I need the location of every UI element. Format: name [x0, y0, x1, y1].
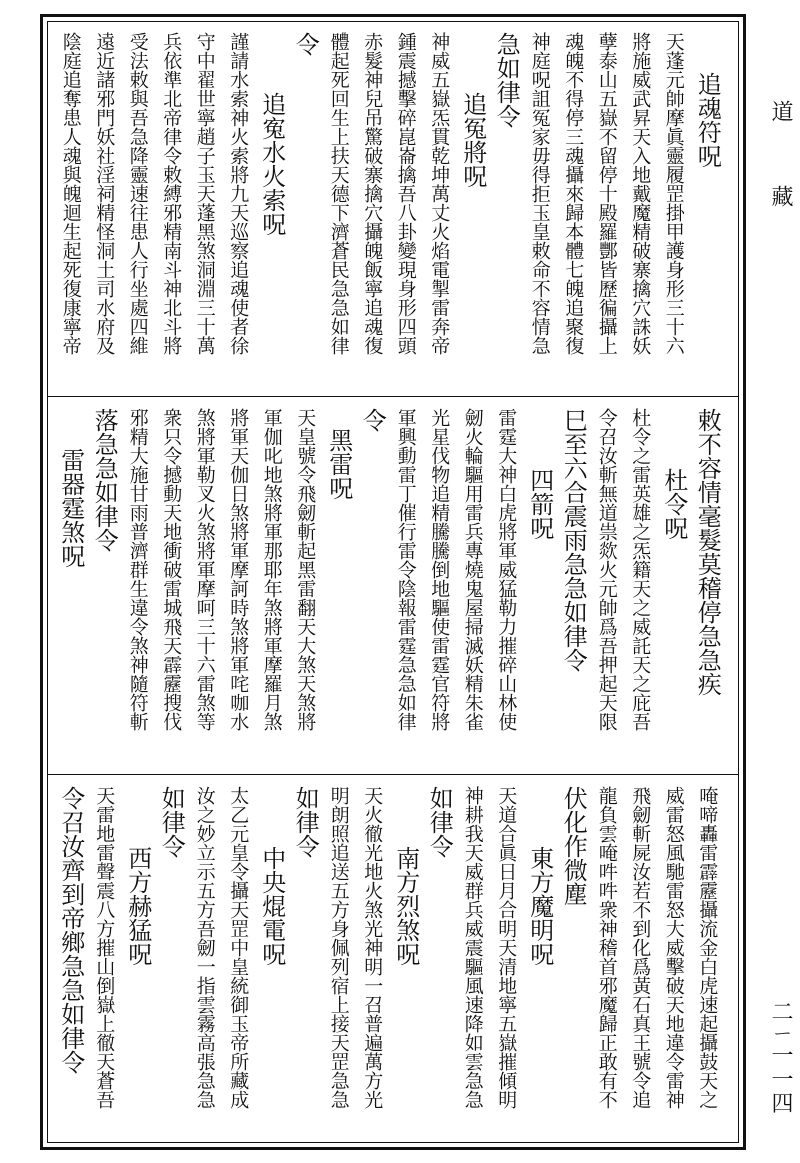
text-column: 雷器霆煞呪: [56, 448, 85, 568]
text-column: 唵啼轟雷霹靂攝流金白虎速起攝鼓天之: [696, 786, 719, 1109]
text-panel-middle: [52, 398, 734, 770]
text-column: 天火徹光地火煞光神明一召普遍萬方光: [361, 786, 384, 1109]
text-column: 汝之妙立示五方吾劒一指雲霧高張急急: [193, 786, 216, 1109]
text-column: 陰庭追奪患人魂與魄迴生起死復康寧帝: [59, 32, 82, 355]
text-column: 追冤將呪: [458, 92, 487, 188]
text-column: 天皇號令飛劒斬起黑雷翻天大煞天煞將: [294, 408, 317, 731]
text-column: 兵依準北帝律令敕縛邪精南斗神北斗將: [160, 32, 183, 355]
text-column: 遠近諸邪門妖社淫祠精怪洞土司水府及: [93, 32, 116, 355]
margin-label-top: 道: [768, 100, 793, 122]
text-column: 魂魄不得停三魂攝來歸本體七魄追聚復: [562, 32, 585, 355]
text-column: 神耕我天威群兵威震驅風速降如雲急急: [461, 786, 484, 1109]
text-column: 守中翟世寧趙子玉天蓬黑煞洞淵三十萬: [193, 32, 216, 355]
text-column: 如律令: [291, 786, 320, 858]
text-column: 南方烈煞呪: [391, 846, 420, 966]
text-column: 龍負雲唵吽吽衆神稽首邪魔歸正敢有不: [595, 786, 618, 1109]
text-panel-bottom: [52, 776, 734, 1148]
text-panel-top: [52, 22, 734, 394]
text-column: 將施威武昇天入地戴魔精破寨擒穴誅妖: [629, 32, 652, 355]
text-column: 追寃水火索呪: [257, 92, 286, 236]
text-column: 威雷怒風馳雷怒大威擊破天地違令雷神: [662, 786, 685, 1109]
panel-divider: [48, 774, 738, 775]
text-column: 赤髮神兒吊驚破寨擒穴攝魄飯寧追魂復: [361, 32, 384, 355]
text-column: 軍興動雷丁催行雷令陰報雷霆急急如律: [394, 408, 417, 731]
page-frame: [40, 14, 746, 1150]
text-column: 令: [358, 408, 387, 432]
text-column: 鍾震撼擊碎崑崙擒吾八卦變現身形四頭: [394, 32, 417, 355]
text-column: 敕不容情毫髮莫稽停急急疾: [693, 408, 722, 696]
text-column: 天蓬元帥摩眞靈履罡掛甲護身形三十六: [662, 32, 685, 355]
text-column: 追魂符呪: [693, 72, 722, 168]
page-inner-border: [47, 21, 739, 1143]
text-column: 雷霆大神白虎將軍威猛勒力摧碎山林使: [495, 408, 518, 731]
panel-columns: [52, 22, 734, 394]
text-column: 天道合眞日月合明天清地寧五嶽摧傾明: [495, 786, 518, 1109]
panel-columns: [52, 776, 734, 1148]
text-column: 軍伽叱地煞將軍那耶年煞將軍摩羅月煞: [260, 408, 283, 731]
text-column: 杜令之雷英雄之炁籍天之威託天之庇吾: [629, 408, 652, 731]
text-column: 太乙元皇令攝天罡中皇統御玉帝所藏成: [227, 786, 250, 1109]
text-column: 明朗照追送五方身佩列宿上接天罡急急: [327, 786, 350, 1109]
text-column: 令召汝斬無道祟欻火元帥爲吾押起天限: [595, 408, 618, 731]
text-column: 天雷地雷聲震八方摧山倒嶽上徹天蒼吾: [93, 786, 116, 1109]
panel-columns: [52, 398, 734, 770]
text-column: 邪精大施甘雨普濟群生違令煞神隨符斬: [126, 408, 149, 731]
text-column: 令召汝齊到帝鄉急急如律令: [56, 786, 85, 1074]
text-column: 光星伐物追精騰騰倒地驅使雷霆官符將: [428, 408, 451, 731]
page-number: 二ㄧ一一四: [768, 1000, 793, 1116]
text-column: 杜令呪: [659, 468, 688, 540]
text-column: 劒火輪驅用雷兵專燒鬼屋掃滅妖精朱雀: [461, 408, 484, 731]
text-column: 令: [291, 32, 320, 56]
text-column: 衆只令撼動天地衝破雷城飛天霹靂搜伐: [160, 408, 183, 731]
text-column: 受法敕與吾急降靈速往患人行坐處四維: [126, 32, 149, 355]
text-column: 西方赫猛呪: [123, 846, 152, 966]
text-column: 巳至六合震雨急急如律令: [559, 408, 588, 672]
text-column: 神庭呪詛冤家毋得拒玉皇敕命不容情急: [528, 32, 551, 355]
text-column: 孽泰山五嶽不留停十殿羅酆皆歷徧攝上: [595, 32, 618, 355]
text-column: 體起死回生上扶天德下濟蒼民急急如律: [327, 32, 350, 355]
text-column: 神威五嶽炁貫乾坤萬丈火焰電掣雷奔帝: [428, 32, 451, 355]
text-column: 將軍天伽日煞將軍摩訶時煞將軍咤咖水: [227, 408, 250, 731]
text-column: 四箭呪: [525, 468, 554, 540]
text-column: 伏化作微塵: [559, 786, 588, 906]
text-column: 急如律令: [492, 32, 521, 128]
text-column: 中央焜電呪: [257, 846, 286, 966]
text-column: 如律令: [425, 786, 454, 858]
text-column: 如律令: [157, 786, 186, 858]
panel-divider: [48, 396, 738, 397]
text-column: 煞將軍勒叉火煞將軍摩呵三十六雷煞等: [193, 408, 216, 731]
text-column: 謹請水索神火索將九天巡察追魂使者徐: [227, 32, 250, 355]
text-column: 東方魔明呪: [525, 846, 554, 966]
text-column: 黑雷呪: [324, 428, 353, 500]
margin-label-mid: 藏: [768, 185, 793, 207]
text-column: 飛劒斬屍汝若不到化爲黃石真王號令追: [629, 786, 652, 1109]
text-column: 落急急如律令: [90, 408, 119, 552]
